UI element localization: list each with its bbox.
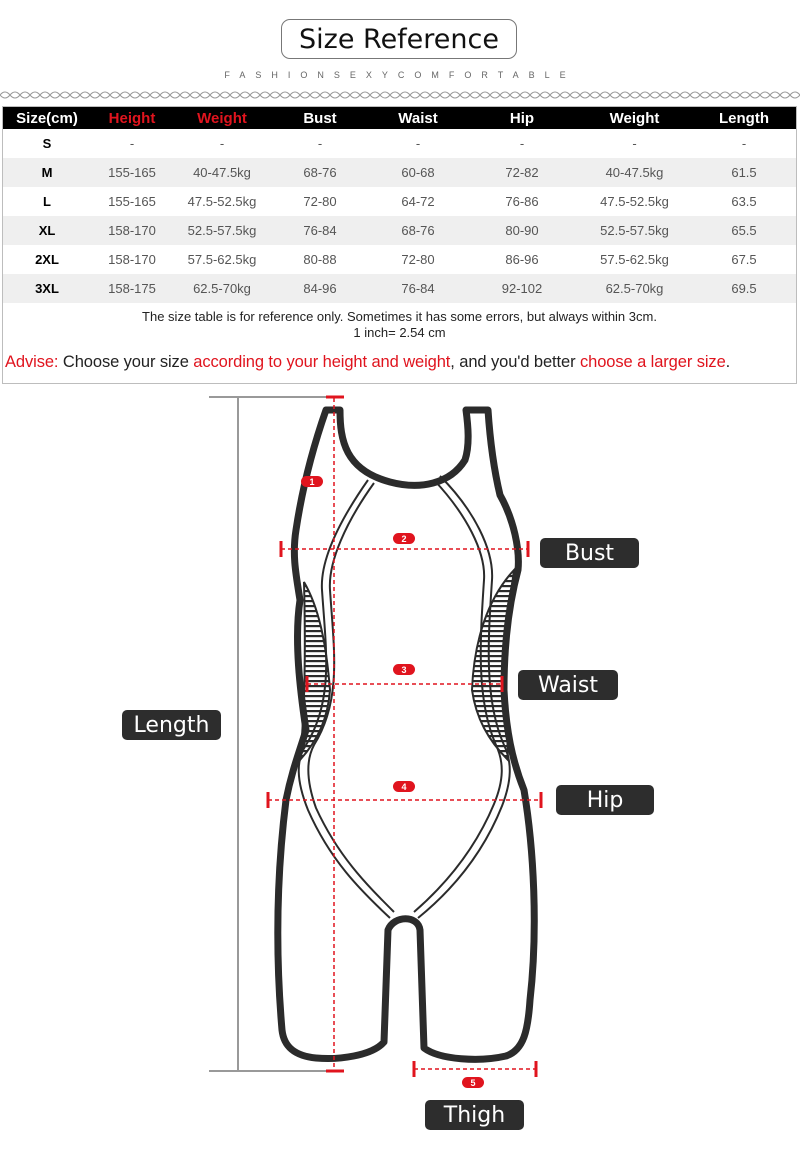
size-table-container [2, 106, 797, 384]
table-cell: 158-175 [108, 281, 156, 296]
advise-text [5, 353, 798, 372]
advise-highlight-2: choose a larger size [579, 353, 726, 371]
marker-3 [393, 664, 415, 675]
marker-2 [393, 533, 415, 544]
header-hip: Hip [509, 109, 535, 127]
table-cell: 52.5-57.5kg [600, 223, 669, 238]
table-row [3, 158, 796, 187]
wave-divider [0, 88, 800, 102]
size-cell: M [41, 165, 53, 180]
size-cell: L [43, 194, 51, 209]
table-cell: - [741, 136, 747, 151]
header-length: Length [719, 109, 769, 127]
thigh-measure [414, 1061, 536, 1077]
advise-part-2: , and you'd better [450, 353, 580, 371]
table-cell: 68-76 [303, 165, 337, 180]
tagline: FASHIONSEXYCOMFORTABLE [224, 70, 576, 80]
page-title: Size Reference [281, 19, 517, 59]
marker-1 [301, 476, 323, 487]
size-cell: XL [38, 223, 56, 238]
table-cell: 72-82 [505, 165, 539, 180]
table-cell: 57.5-62.5kg [600, 252, 669, 267]
table-cell: 158-170 [108, 223, 156, 238]
table-cell: 64-72 [401, 194, 435, 209]
table-cell: 92-102 [501, 281, 543, 296]
advise-part-1: Choose your size [58, 353, 194, 371]
marker-5 [462, 1077, 484, 1088]
reference-note [3, 309, 796, 341]
header-size: Size(cm) [16, 109, 78, 127]
bust-label: Bust [540, 538, 639, 568]
advise-label: Advise: [5, 353, 59, 371]
table-cell: 158-170 [108, 252, 156, 267]
table-cell: 86-96 [505, 252, 539, 267]
table-cell: 155-165 [108, 194, 156, 209]
table-cell: 80-90 [505, 223, 539, 238]
advise-highlight-1: according to your height and weight [193, 353, 451, 371]
marker-4-label: 4 [401, 782, 407, 792]
table-row [3, 216, 796, 245]
table-cell: 67.5 [731, 252, 757, 267]
table-cell: 76-86 [505, 194, 539, 209]
table-cell: 40-47.5kg [193, 165, 251, 180]
table-cell: 47.5-52.5kg [187, 194, 257, 209]
table-cell: - [317, 136, 323, 151]
table-cell: 84-96 [303, 281, 337, 296]
advise-end: . [725, 353, 731, 371]
marker-5-label: 5 [470, 1078, 476, 1088]
table-cell: 60-68 [401, 165, 435, 180]
table-cell: - [519, 136, 525, 151]
table-cell: 72-80 [401, 252, 435, 267]
table-cell: 62.5-70kg [193, 281, 251, 296]
table-cell: 57.5-62.5kg [187, 252, 257, 267]
thigh-label: Thigh [425, 1100, 524, 1130]
table-cell: 76-84 [303, 223, 337, 238]
header-waist: Waist [398, 109, 438, 127]
table-cell: 61.5 [731, 165, 757, 180]
table-row [3, 187, 796, 216]
table-cell: 47.5-52.5kg [600, 194, 669, 209]
swimsuit-diagram [0, 384, 800, 1150]
table-row [3, 129, 796, 158]
table-cell: 155-165 [108, 165, 156, 180]
table-cell: 69.5 [731, 281, 757, 296]
waist-label: Waist [518, 670, 618, 700]
header-weight-2: Weight [609, 109, 660, 127]
size-cell: S [42, 136, 52, 151]
table-cell: - [632, 136, 637, 151]
table-header-row [3, 107, 796, 129]
length-label: Length [122, 710, 221, 740]
hip-measure [268, 792, 541, 808]
table-row [3, 274, 796, 303]
size-cell: 2XL [35, 252, 59, 267]
table-cell: 76-84 [401, 281, 435, 296]
table-cell: - [219, 136, 225, 151]
table-cell: 40-47.5kg [605, 165, 664, 180]
length-measure [326, 397, 344, 1071]
table-cell: 80-88 [303, 252, 337, 267]
note-line-2: 1 inch= 2.54 cm [353, 325, 446, 340]
marker-4 [393, 781, 415, 792]
marker-1-label: 1 [309, 477, 315, 487]
marker-2-label: 2 [401, 534, 407, 544]
table-cell: 62.5-70kg [605, 281, 664, 296]
table-cell: 68-76 [401, 223, 435, 238]
marker-3-label: 3 [401, 665, 407, 675]
size-table [3, 107, 796, 303]
header-height: Height [108, 109, 156, 127]
header-bust: Bust [303, 109, 337, 127]
table-cell: - [415, 136, 421, 151]
table-cell: 72-80 [303, 194, 337, 209]
table-cell: 65.5 [731, 223, 757, 238]
header-weight: Weight [197, 109, 247, 127]
table-row [3, 245, 796, 274]
table-cell: 63.5 [731, 194, 757, 209]
table-cell: - [129, 136, 135, 151]
size-cell: 3XL [35, 281, 59, 296]
note-line-1: The size table is for reference only. Sometimes it has some errors, but always within 3cm. [142, 309, 657, 324]
hip-label: Hip [556, 785, 654, 815]
table-cell: 52.5-57.5kg [187, 223, 257, 238]
